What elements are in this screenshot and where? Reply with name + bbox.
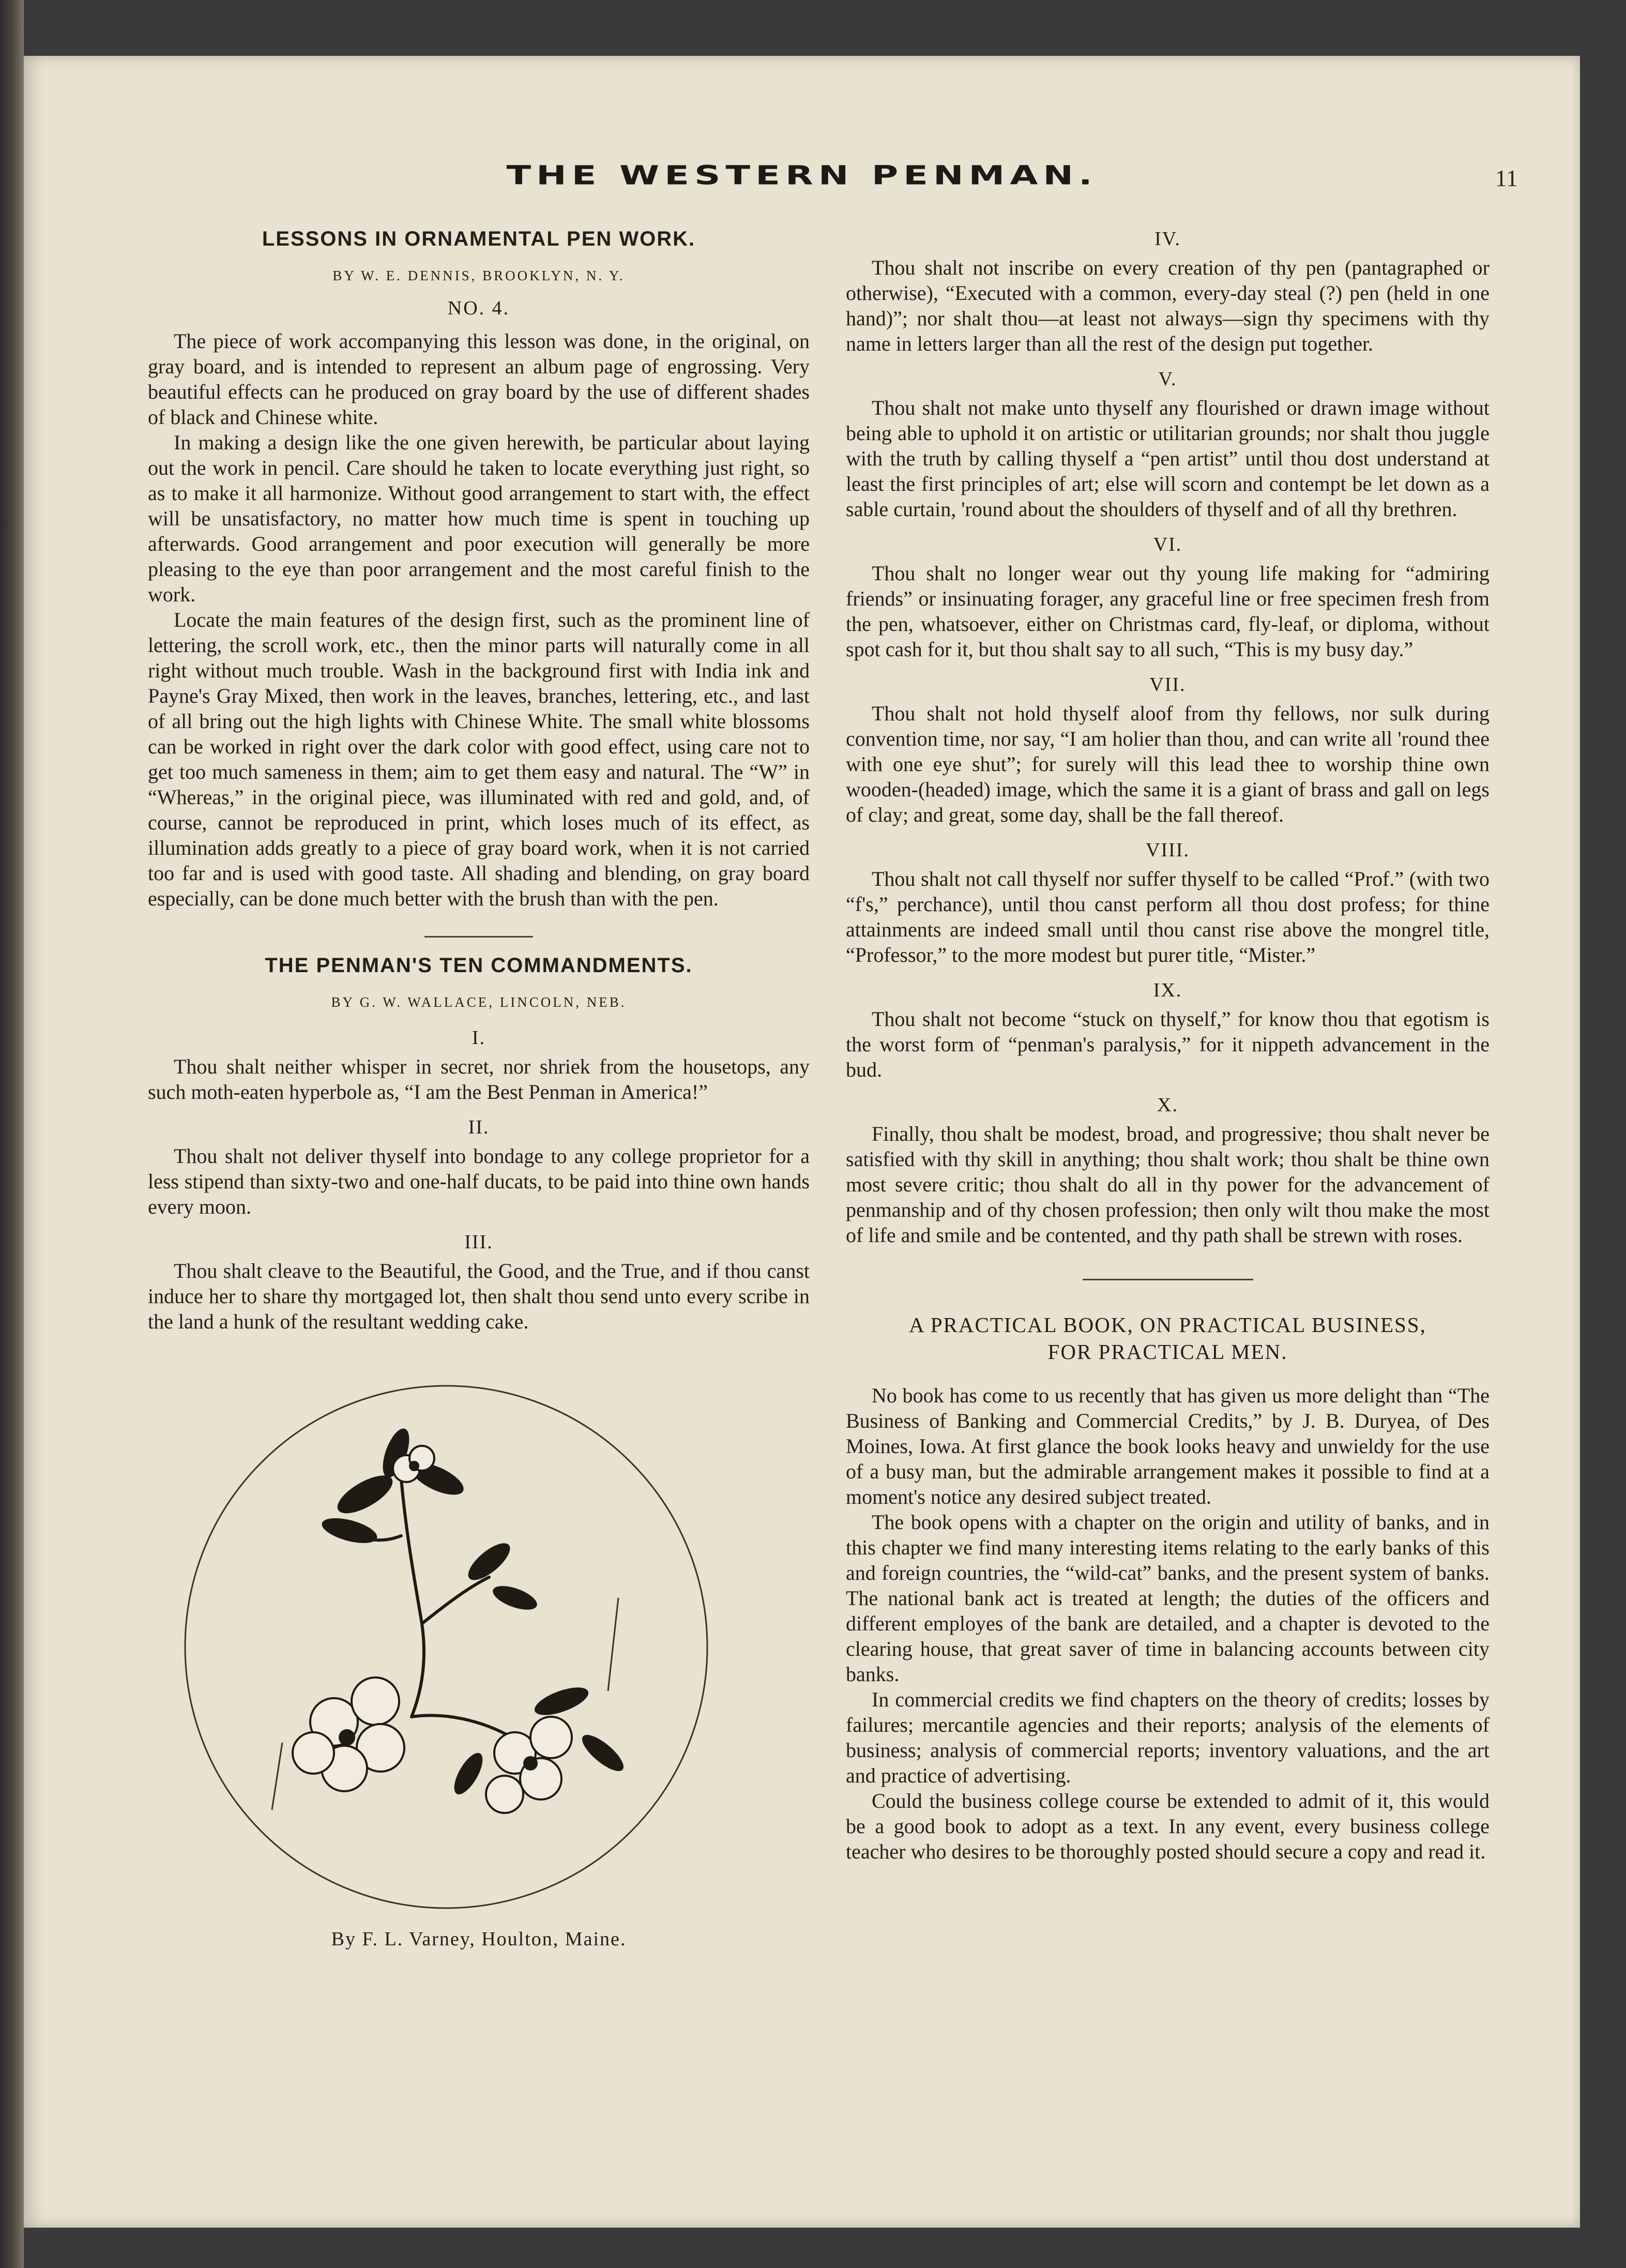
commandment-text: Thou shalt no longer wear out thy young life making for “admiring friends” or insinuating forager, any graceful line or free specimen fresh from the pen, whatsoever, either on Christmas card, fly-leaf, or diploma, without spot cash for it, but thou shalt say to all such, “This is my busy day.” (846, 562, 1490, 661)
magazine-page (24, 56, 1580, 2228)
lessons-paragraph: In making a design like the one given herewith, be particular about laying out the work in pencil. Care should he taken to locate everything just right, so as to make it all harmonize. Without good arrangement to start with, the effect will be unsatisfactory, no matter how much time is spent in touching up afterwards. Good arrangement and poor execution will generally be more pleasing to the eye than poor arrangement and the most careful finish to the work. (148, 431, 810, 606)
commandments-title: THE PENMAN'S TEN COMMANDMENTS. (265, 954, 693, 977)
book-review-paragraph: No book has come to us recently that has given us more delight than “The Business of Banking and Commercial Credits,” by J. B. Duryea, of Des Moines, Iowa. At first glance the book looks heavy and unwieldy for the use of a busy man, but the admirable arrangement makes it possible to find at a moment's notice any desired subject treated. (846, 1384, 1490, 1508)
right-column (846, 226, 1490, 1864)
commandment-numeral: X. (1157, 1094, 1178, 1116)
masthead: THE WESTERN PENMAN. (506, 160, 1098, 191)
commandments-byline: BY G. W. WALLACE, LINCOLN, NEB. (331, 994, 627, 1010)
commandment-text: Thou shalt not deliver thyself into bondage to any college proprietor for a less stipend than sixty-two and one-half ducats, to be paid into thine own hands every moon. (148, 1144, 810, 1218)
commandment-text: Thou shalt not become “stuck on thyself,” for know thou that egotism is the worst form of “penman's paralysis,” for it nippeth advancement in the bud. (846, 1007, 1490, 1081)
lessons-paragraph: The piece of work accompanying this lesson was done, in the original, on gray board, and is intended to represent an album page of engrossing. Very beautiful effects can he produced on gray board by the use of different shades of black and Chinese white. (148, 329, 810, 429)
commandment-numeral: IV. (1154, 228, 1181, 250)
lesson-number: NO. 4. (447, 297, 510, 319)
commandment-numeral: VII. (1149, 674, 1186, 695)
lessons-byline: BY W. E. DENNIS, BROOKLYN, N. Y. (332, 268, 625, 283)
illustration-caption: By F. L. Varney, Houlton, Maine. (331, 1928, 627, 1950)
page-number: 11 (1495, 165, 1518, 191)
lessons-paragraph: Locate the main features of the design first, such as the prominent line of lettering, the scroll work, etc., then the minor parts will naturally come in all right without much trouble. Wash in the background first with India ink and Payne's Gray Mixed, then work in the leaves, branches, lettering, etc., and last of all bring out the high lights with Chinese White. The small white blossoms can be worked in right over the dark color with good effect, using care not to get too much sameness in them; aim to get them easy and natural. The “W” in “Whereas,” in the original piece, was illuminated with red and gold, and, of course, cannot be reproduced in print, which loses much of its effect, as illumination adds greatly to a piece of gray board work, when it is not carried too far and is used with good taste. All shading and blending, on gray board especially, can be done much better with the brush than with the pen. (148, 608, 810, 910)
commandment-text: Thou shalt cleave to the Beautiful, the Good, and the True, and if thou canst induce her to share thy mortgaged lot, then shalt thou send unto every scribe in the land a hunk of the resultant wedding cake. (148, 1259, 810, 1333)
commandment-text: Thou shalt not make unto thyself any flourished or drawn image without being able to uphold it on artistic or utilitarian grounds; nor shalt thou juggle with the truth by calling thyself a “pen artist” until thou dost understand at least the first principles of art; else will scorn and contempt be let down as a sable curtain, 'round about the shoulders of thyself and of all thy brethren. (846, 396, 1490, 521)
book-review-paragraph: Could the business college course be extended to admit of it, this would be a good book to adopt as a text. In any event, every business college teacher who desires to be thoroughly posted should secure a copy and read it. (846, 1789, 1490, 1863)
book-review-paragraph: The book opens with a chapter on the origin and utility of banks, and in this chapter we find many interesting items relating to the early banks of this and foreign countries, the “wild-cat” banks, and the present system of banks. The national bank act is treated at length; the duties of the officers and different employes of the bank are detailed, and a chapter is devoted to the clearing house, that great saver of time in balancing accounts between city banks. (846, 1510, 1490, 1686)
commandment-text: Thou shalt not inscribe on every creation of thy pen (pantagraphed or otherwise), “Executed with a common, every-day steal (?) pen (held in one hand)”; nor shalt thou—at least not always—sign thy specimens with thy name in letters larger than all the rest of the design put together. (846, 256, 1490, 355)
book-review-title: A PRACTICAL BOOK, ON PRACTICAL BUSINESS, (909, 1313, 1426, 1337)
commandment-numeral: IX. (1153, 979, 1182, 1001)
commandment-text: Thou shalt not hold thyself aloof from thy fellows, nor sulk during convention time, nor say, “I am holier than thou, and can write all 'round thee with one eye shut”; for surely will this lead thee to worship thine own wooden-(headed) image, which the same it is a giant of brass and gall on legs of clay; and great, some day, shall be the fall thereof. (846, 702, 1490, 826)
section-divider (424, 936, 533, 938)
book-review-subtitle: FOR PRACTICAL MEN. (1047, 1340, 1288, 1364)
commandment-numeral: VIII. (1146, 839, 1190, 861)
commandment-numeral: V. (1158, 368, 1177, 390)
binding-edge (0, 0, 24, 2268)
blossom-illustration (179, 1381, 714, 1913)
commandment-numeral: II. (468, 1116, 490, 1138)
commandment-numeral: III. (464, 1231, 493, 1253)
commandment-text: Finally, thou shalt be modest, broad, and progressive; thou shalt never be satisfied with thy skill in anything; thou shalt work; thou shalt be thine own most severe critic; thou shalt do all in thy power for the advancement of penmanship and of thy chosen profession; then only wilt thou make the most of life and smile and be contented, and thy path shall be strewn with roses. (846, 1122, 1490, 1247)
section-divider (1083, 1279, 1253, 1280)
commandment-numeral: I. (472, 1027, 486, 1049)
book-review-paragraph: In commercial credits we find chapters on the theory of credits; losses by failures; mercantile agencies and their reports; analysis of the elements of business; analysis of commercial reports; inventory valuations, and the art and practice of advertising. (846, 1688, 1490, 1787)
blossom-engraving-image (179, 1381, 714, 1913)
commandment-numeral: VI. (1153, 534, 1182, 555)
left-column (148, 226, 810, 1952)
lessons-title: LESSONS IN ORNAMENTAL PEN WORK. (262, 228, 696, 250)
commandment-text: Thou shalt neither whisper in secret, nor shriek from the housetops, any such moth-eaten hyperbole as, “I am the Best Penman in America!” (148, 1055, 810, 1103)
commandment-text: Thou shalt not call thyself nor suffer thyself to be called “Prof.” (with two “f's,” perchance), until thou canst perform all thou dost profess; for thine attainments are indeed small until thou canst rise above the mongrel title, “Professor,” to the more modest but purer title, “Mister.” (846, 867, 1490, 966)
